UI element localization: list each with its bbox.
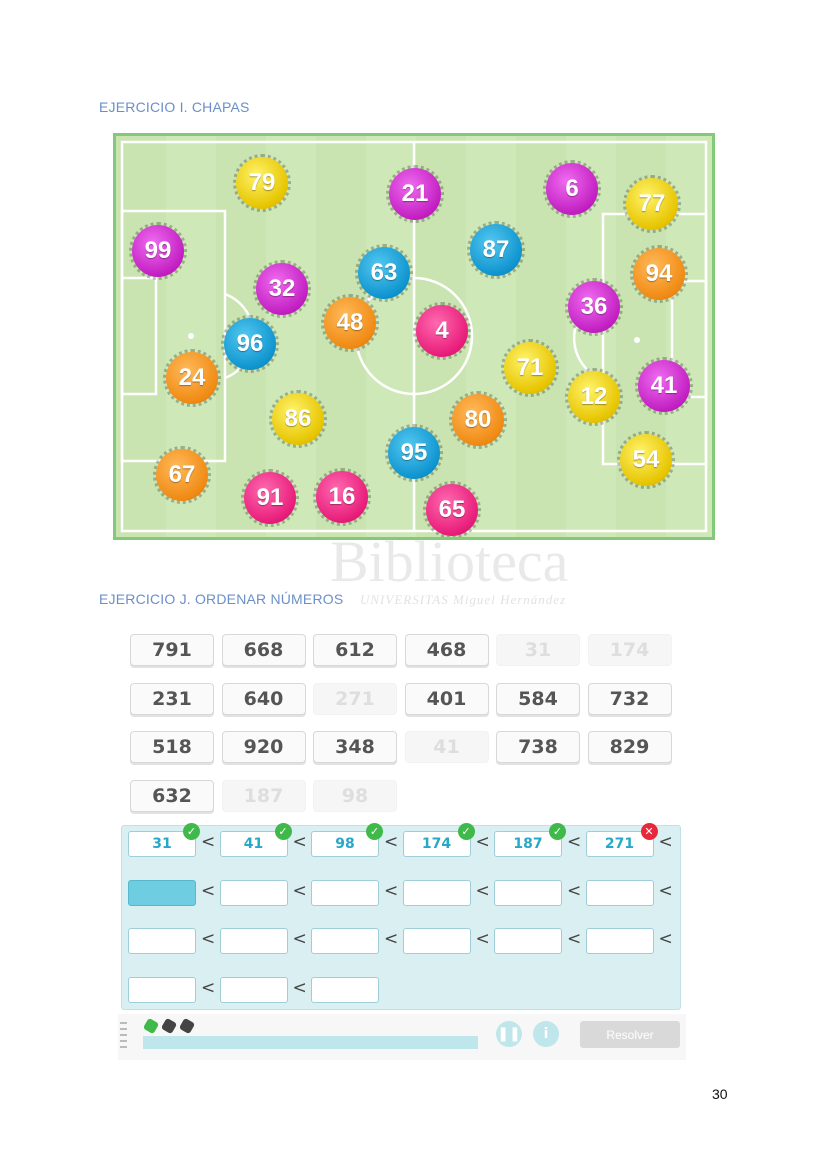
answer-slot[interactable]: [128, 977, 196, 1003]
answer-slot[interactable]: [494, 880, 562, 906]
answer-slot[interactable]: 31: [128, 831, 196, 857]
number-tile: 41: [405, 731, 489, 763]
watermark-subtitle: UNIVERSITAS Miguel Hernández: [360, 592, 567, 607]
bottle-cap-number: 71: [516, 354, 544, 381]
answer-slot[interactable]: [311, 880, 379, 906]
bottle-cap-number: 54: [632, 446, 660, 473]
page-number: 30: [712, 1086, 728, 1102]
bottle-cap[interactable]: [166, 352, 218, 404]
number-tile: 31: [496, 634, 580, 666]
bottle-cap-number: 96: [236, 330, 264, 357]
bottle-cap-number: 24: [178, 364, 206, 391]
less-than-sign: <: [658, 929, 673, 949]
less-than-sign: <: [475, 832, 490, 852]
bottle-cap-number: 65: [438, 496, 466, 523]
less-than-sign: <: [567, 880, 582, 901]
bottle-cap[interactable]: [358, 247, 410, 299]
answer-slot[interactable]: 41: [220, 831, 288, 857]
bottle-cap-number: 67: [168, 461, 196, 488]
bottle-cap[interactable]: [272, 393, 324, 445]
answer-slot[interactable]: [128, 928, 196, 954]
bottle-cap-number: 32: [268, 275, 296, 302]
less-than-sign: <: [658, 832, 673, 852]
less-than-sign: <: [292, 832, 307, 852]
number-tile[interactable]: 584: [496, 683, 580, 715]
check-icon: ✓: [366, 823, 383, 840]
watermark-title: Biblioteca: [330, 529, 569, 594]
bottle-cap-number: 48: [336, 309, 364, 336]
bottle-cap-number: 63: [370, 259, 398, 286]
bottle-cap-number: 94: [645, 260, 673, 287]
pause-icon[interactable]: ❚❚: [496, 1021, 522, 1047]
answer-slot[interactable]: 98: [311, 831, 379, 857]
number-tile: 98: [313, 780, 397, 812]
cross-icon: ✕: [641, 823, 658, 840]
less-than-sign: <: [384, 880, 399, 901]
bottle-cap[interactable]: [256, 263, 308, 315]
soccer-field: [113, 133, 715, 540]
number-tile: 174: [588, 634, 672, 666]
answer-slot[interactable]: [220, 977, 288, 1003]
bottle-cap[interactable]: [224, 318, 276, 370]
number-tile[interactable]: 920: [222, 731, 306, 763]
bottle-cap-number: 86: [284, 405, 312, 432]
check-icon: ✓: [183, 823, 200, 840]
check-icon: ✓: [275, 823, 292, 840]
bottle-cap[interactable]: [626, 178, 678, 230]
answer-slot[interactable]: [220, 928, 288, 954]
answer-slot[interactable]: 271: [586, 831, 654, 857]
answer-slot[interactable]: [311, 977, 379, 1003]
number-tile[interactable]: 612: [313, 634, 397, 666]
bottle-cap[interactable]: [470, 224, 522, 276]
bottle-cap[interactable]: [244, 472, 296, 524]
answer-slot[interactable]: [586, 928, 654, 954]
bottle-cap[interactable]: [638, 360, 690, 412]
number-tile[interactable]: 632: [130, 780, 214, 812]
less-than-sign: <: [658, 880, 673, 901]
number-tile: 271: [313, 683, 397, 715]
check-icon: ✓: [458, 823, 475, 840]
less-than-sign: <: [567, 929, 582, 949]
answer-slot[interactable]: [586, 880, 654, 906]
bottle-cap[interactable]: [568, 281, 620, 333]
answer-slot[interactable]: [128, 880, 196, 906]
number-tile[interactable]: 791: [130, 634, 214, 666]
bottle-cap[interactable]: [452, 394, 504, 446]
number-tile: 187: [222, 780, 306, 812]
exercise-j-heading: EJERCICIO J. ORDENAR NÚMEROS: [99, 591, 344, 607]
answer-slot[interactable]: 187: [494, 831, 562, 857]
number-tile[interactable]: 738: [496, 731, 580, 763]
bottle-cap[interactable]: [132, 225, 184, 277]
bottle-cap-number: 79: [248, 169, 276, 196]
bottle-cap-number: 80: [464, 406, 492, 433]
bottle-cap[interactable]: [324, 297, 376, 349]
bottle-cap-number: 95: [400, 439, 428, 466]
bottle-cap-number: 4: [435, 317, 449, 344]
answer-slot[interactable]: [403, 928, 471, 954]
less-than-sign: <: [384, 832, 399, 852]
answer-slot[interactable]: [494, 928, 562, 954]
grip-handle-icon[interactable]: [120, 1018, 128, 1052]
bottle-cap-number: 41: [650, 372, 678, 399]
bottle-cap-number: 16: [328, 483, 356, 510]
number-tile[interactable]: 732: [588, 683, 672, 715]
number-tile[interactable]: 401: [405, 683, 489, 715]
bottle-cap-number: 87: [482, 236, 510, 263]
answer-slot[interactable]: 174: [403, 831, 471, 857]
resolve-button[interactable]: Resolver: [580, 1021, 680, 1048]
bottle-cap-number: 77: [638, 190, 666, 217]
bottle-cap[interactable]: [316, 471, 368, 523]
less-than-sign: <: [201, 977, 216, 998]
bottle-cap-number: 21: [401, 180, 429, 207]
number-tile[interactable]: 468: [405, 634, 489, 666]
bottle-cap-number: 36: [580, 293, 608, 320]
number-tile[interactable]: 829: [588, 731, 672, 763]
bottle-cap[interactable]: [236, 157, 288, 209]
bottle-cap[interactable]: [546, 163, 598, 215]
less-than-sign: <: [475, 880, 490, 901]
bottle-cap[interactable]: [388, 427, 440, 479]
bottle-cap[interactable]: [633, 248, 685, 300]
less-than-sign: <: [292, 880, 307, 901]
answer-slot[interactable]: [311, 928, 379, 954]
bottle-cap-number: 91: [256, 484, 284, 511]
number-tile[interactable]: 668: [222, 634, 306, 666]
number-tile[interactable]: 640: [222, 683, 306, 715]
less-than-sign: <: [475, 929, 490, 949]
bottle-cap[interactable]: [389, 168, 441, 220]
info-icon[interactable]: i: [533, 1021, 559, 1047]
less-than-sign: <: [292, 977, 307, 998]
bottle-cap[interactable]: [416, 305, 468, 357]
bottle-cap-number: 99: [144, 237, 172, 264]
less-than-sign: <: [201, 929, 216, 949]
number-tile[interactable]: 518: [130, 731, 214, 763]
bottle-cap[interactable]: [156, 449, 208, 501]
bottle-cap-number: 12: [580, 383, 608, 410]
exercise-i-heading: EJERCICIO I. CHAPAS: [99, 99, 250, 115]
progress-bar: [143, 1036, 478, 1049]
number-tile[interactable]: 231: [130, 683, 214, 715]
bottle-cap[interactable]: [568, 371, 620, 423]
less-than-sign: <: [567, 832, 582, 852]
less-than-sign: <: [292, 929, 307, 949]
check-icon: ✓: [549, 823, 566, 840]
bottle-cap[interactable]: [620, 434, 672, 486]
bottle-cap[interactable]: [504, 342, 556, 394]
less-than-sign: <: [384, 929, 399, 949]
answer-slot[interactable]: [220, 880, 288, 906]
less-than-sign: <: [201, 832, 216, 852]
number-tile[interactable]: 348: [313, 731, 397, 763]
answer-slot[interactable]: [403, 880, 471, 906]
bottle-cap-number: 6: [565, 175, 579, 202]
less-than-sign: <: [201, 880, 216, 901]
